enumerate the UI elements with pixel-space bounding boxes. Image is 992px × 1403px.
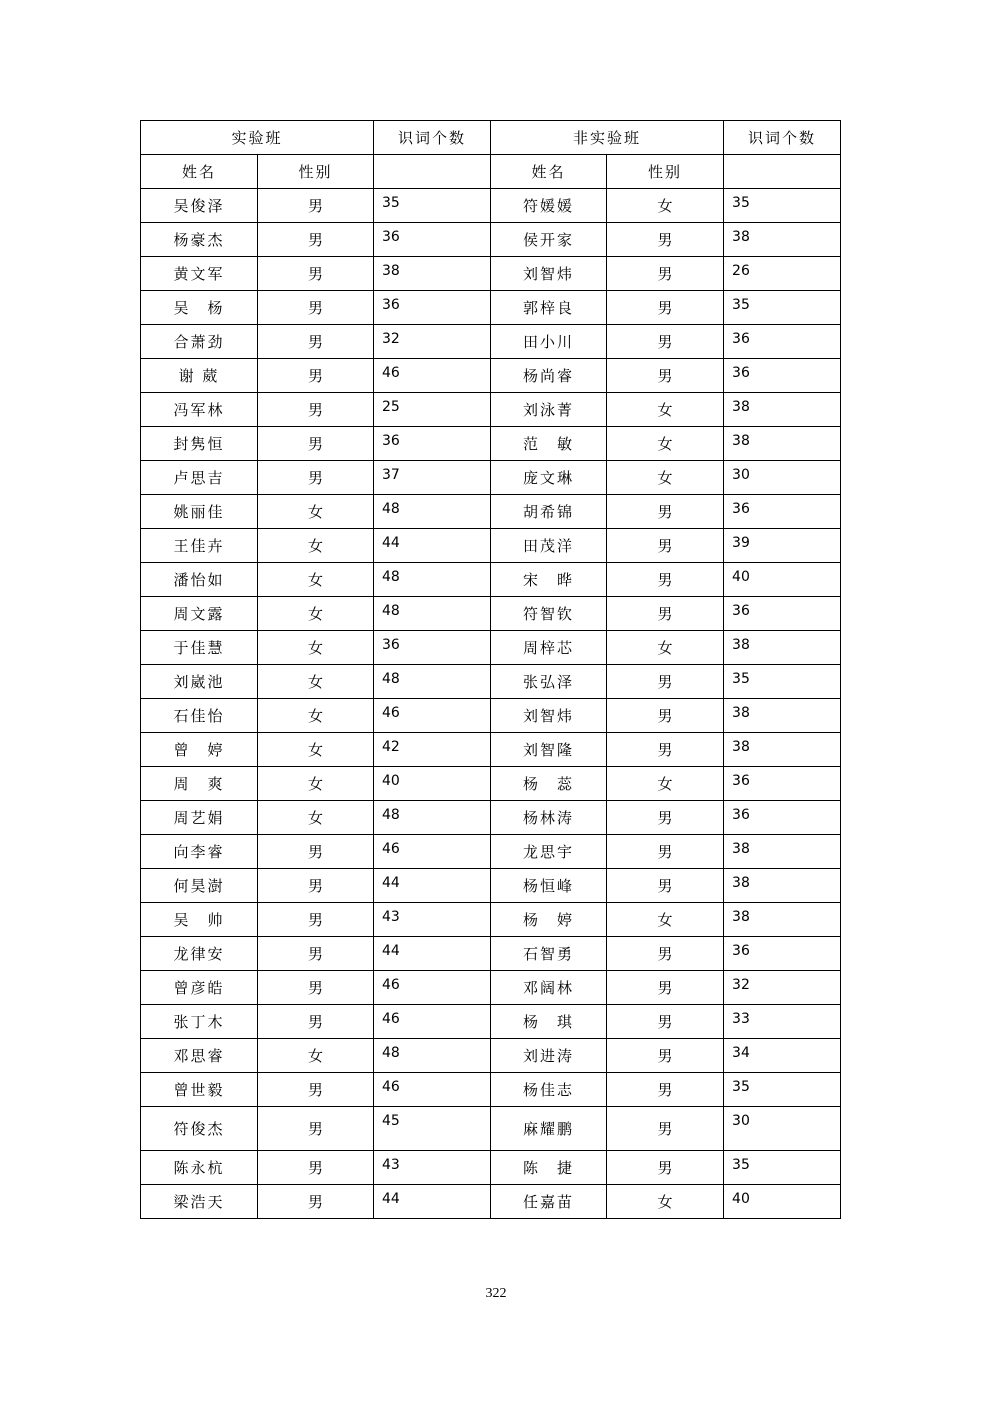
table-row — [141, 801, 841, 835]
header-row-fields — [141, 155, 841, 189]
word-count-exp: 44 — [374, 1185, 491, 1219]
gender-nonexp: 男 — [607, 325, 724, 359]
word-count-exp: 48 — [374, 563, 491, 597]
word-count-nonexp: 38 — [724, 223, 841, 257]
gender-exp: 男 — [258, 835, 374, 869]
word-count-exp: 36 — [374, 223, 491, 257]
table-row — [141, 1107, 841, 1151]
student-name-exp: 龙律安 — [141, 937, 258, 971]
student-name-nonexp: 杨尚睿 — [491, 359, 607, 393]
table-row — [141, 835, 841, 869]
student-name-exp: 吴 帅 — [141, 903, 258, 937]
word-count-exp: 38 — [374, 257, 491, 291]
gender-nonexp: 男 — [607, 597, 724, 631]
gender-nonexp: 男 — [607, 223, 724, 257]
word-count-exp: 48 — [374, 495, 491, 529]
word-count-nonexp: 35 — [724, 665, 841, 699]
table-row — [141, 529, 841, 563]
word-count-nonexp: 38 — [724, 903, 841, 937]
student-name-exp: 姚丽佳 — [141, 495, 258, 529]
gender-exp: 男 — [258, 937, 374, 971]
gender-exp: 男 — [258, 291, 374, 325]
word-count-exp: 44 — [374, 869, 491, 903]
word-count-nonexp: 35 — [724, 1073, 841, 1107]
gender-nonexp: 男 — [607, 563, 724, 597]
word-count-nonexp: 38 — [724, 733, 841, 767]
gender-nonexp: 女 — [607, 189, 724, 223]
word-count-nonexp: 33 — [724, 1005, 841, 1039]
gender-nonexp: 男 — [607, 1107, 724, 1151]
student-name-exp: 向李睿 — [141, 835, 258, 869]
student-name-exp: 周 爽 — [141, 767, 258, 801]
student-name-nonexp: 刘智炜 — [491, 257, 607, 291]
word-count-exp: 46 — [374, 1005, 491, 1039]
word-count-nonexp: 38 — [724, 699, 841, 733]
word-count-exp: 46 — [374, 699, 491, 733]
student-name-exp: 刘崴池 — [141, 665, 258, 699]
student-name-exp: 吴俊泽 — [141, 189, 258, 223]
student-name-exp: 封隽恒 — [141, 427, 258, 461]
table-row — [141, 257, 841, 291]
student-name-exp: 吴 杨 — [141, 291, 258, 325]
gender-nonexp: 男 — [607, 699, 724, 733]
gender-header-2: 性别 — [607, 155, 724, 189]
student-name-nonexp: 庞文琳 — [491, 461, 607, 495]
word-count-header-1: 识词个数 — [374, 121, 491, 155]
word-count-exp: 46 — [374, 971, 491, 1005]
student-name-nonexp: 麻耀鹏 — [491, 1107, 607, 1151]
empty-header-cell-2 — [724, 155, 841, 189]
student-name-nonexp: 宋 晔 — [491, 563, 607, 597]
gender-exp: 女 — [258, 699, 374, 733]
word-count-nonexp: 36 — [724, 801, 841, 835]
student-name-nonexp: 刘智炜 — [491, 699, 607, 733]
student-name-nonexp: 郭梓良 — [491, 291, 607, 325]
word-count-exp: 43 — [374, 1151, 491, 1185]
word-count-exp: 43 — [374, 903, 491, 937]
table-row — [141, 1185, 841, 1219]
student-name-exp: 潘怡如 — [141, 563, 258, 597]
word-count-exp: 32 — [374, 325, 491, 359]
gender-exp: 女 — [258, 631, 374, 665]
gender-exp: 男 — [258, 257, 374, 291]
student-name-exp: 周文露 — [141, 597, 258, 631]
gender-nonexp: 男 — [607, 665, 724, 699]
gender-exp: 男 — [258, 971, 374, 1005]
word-count-exp: 37 — [374, 461, 491, 495]
gender-exp: 男 — [258, 1107, 374, 1151]
gender-exp: 男 — [258, 223, 374, 257]
student-name-exp: 杨豪杰 — [141, 223, 258, 257]
student-name-exp: 卢思吉 — [141, 461, 258, 495]
table-row — [141, 291, 841, 325]
student-name-nonexp: 杨 婷 — [491, 903, 607, 937]
table-row — [141, 903, 841, 937]
student-name-exp: 冯军林 — [141, 393, 258, 427]
table-row — [141, 767, 841, 801]
word-count-nonexp: 36 — [724, 359, 841, 393]
table-row — [141, 733, 841, 767]
student-name-nonexp: 刘进涛 — [491, 1039, 607, 1073]
table-row — [141, 1039, 841, 1073]
gender-nonexp: 女 — [607, 1185, 724, 1219]
student-name-exp: 曾 婷 — [141, 733, 258, 767]
student-name-nonexp: 周梓芯 — [491, 631, 607, 665]
table-row — [141, 359, 841, 393]
student-name-nonexp: 杨恒峰 — [491, 869, 607, 903]
gender-exp: 男 — [258, 427, 374, 461]
student-name-nonexp: 胡希锦 — [491, 495, 607, 529]
table-row — [141, 699, 841, 733]
gender-nonexp: 男 — [607, 291, 724, 325]
table-row — [141, 223, 841, 257]
table-row — [141, 461, 841, 495]
gender-nonexp: 男 — [607, 869, 724, 903]
gender-nonexp: 男 — [607, 495, 724, 529]
table-row — [141, 971, 841, 1005]
word-count-exp: 25 — [374, 393, 491, 427]
gender-exp: 男 — [258, 869, 374, 903]
gender-exp: 女 — [258, 597, 374, 631]
word-count-nonexp: 36 — [724, 767, 841, 801]
gender-nonexp: 男 — [607, 971, 724, 1005]
word-count-exp: 46 — [374, 359, 491, 393]
table-row — [141, 427, 841, 461]
gender-nonexp: 男 — [607, 733, 724, 767]
gender-nonexp: 男 — [607, 835, 724, 869]
gender-exp: 男 — [258, 359, 374, 393]
table-row — [141, 563, 841, 597]
word-count-exp: 48 — [374, 597, 491, 631]
student-name-nonexp: 张弘泽 — [491, 665, 607, 699]
non-experimental-class-header: 非实验班 — [491, 121, 724, 155]
student-name-exp: 石佳怡 — [141, 699, 258, 733]
word-count-nonexp: 40 — [724, 563, 841, 597]
word-count-exp: 35 — [374, 189, 491, 223]
word-count-exp: 48 — [374, 801, 491, 835]
experimental-class-header: 实验班 — [141, 121, 374, 155]
word-count-exp: 44 — [374, 529, 491, 563]
gender-nonexp: 女 — [607, 393, 724, 427]
word-count-nonexp: 35 — [724, 291, 841, 325]
gender-exp: 女 — [258, 1039, 374, 1073]
table-row — [141, 631, 841, 665]
page-number: 322 — [485, 1286, 507, 1301]
gender-exp: 女 — [258, 563, 374, 597]
gender-exp: 男 — [258, 393, 374, 427]
word-count-exp: 40 — [374, 767, 491, 801]
gender-exp: 女 — [258, 801, 374, 835]
student-name-nonexp: 杨林涛 — [491, 801, 607, 835]
student-name-nonexp: 杨 琪 — [491, 1005, 607, 1039]
student-name-exp: 合萧劲 — [141, 325, 258, 359]
name-header-2: 姓名 — [491, 155, 607, 189]
word-count-nonexp: 38 — [724, 631, 841, 665]
table-row — [141, 665, 841, 699]
student-name-nonexp: 石智勇 — [491, 937, 607, 971]
student-name-exp: 黄文军 — [141, 257, 258, 291]
word-count-exp: 46 — [374, 1073, 491, 1107]
word-count-nonexp: 34 — [724, 1039, 841, 1073]
gender-nonexp: 男 — [607, 1151, 724, 1185]
word-count-nonexp: 38 — [724, 393, 841, 427]
word-count-exp: 36 — [374, 631, 491, 665]
word-count-nonexp: 35 — [724, 189, 841, 223]
table-row — [141, 597, 841, 631]
gender-exp: 男 — [258, 325, 374, 359]
student-name-nonexp: 田茂洋 — [491, 529, 607, 563]
student-name-exp: 陈永杭 — [141, 1151, 258, 1185]
gender-nonexp: 女 — [607, 903, 724, 937]
student-name-exp: 何昊澍 — [141, 869, 258, 903]
gender-exp: 男 — [258, 903, 374, 937]
word-count-nonexp: 26 — [724, 257, 841, 291]
word-count-header-2: 识词个数 — [724, 121, 841, 155]
table-row — [141, 495, 841, 529]
student-name-nonexp: 龙思宇 — [491, 835, 607, 869]
word-count-table — [140, 120, 841, 1219]
student-name-nonexp: 任嘉苗 — [491, 1185, 607, 1219]
word-count-nonexp: 39 — [724, 529, 841, 563]
header-row-groups — [141, 121, 841, 155]
word-count-nonexp: 32 — [724, 971, 841, 1005]
word-count-nonexp: 36 — [724, 597, 841, 631]
word-count-exp: 44 — [374, 937, 491, 971]
word-count-exp: 45 — [374, 1107, 491, 1151]
empty-header-cell-1 — [374, 155, 491, 189]
gender-nonexp: 男 — [607, 529, 724, 563]
gender-exp: 男 — [258, 1005, 374, 1039]
word-count-exp: 48 — [374, 665, 491, 699]
name-header-1: 姓名 — [141, 155, 258, 189]
word-count-nonexp: 38 — [724, 869, 841, 903]
student-name-exp: 梁浩天 — [141, 1185, 258, 1219]
word-count-nonexp: 40 — [724, 1185, 841, 1219]
gender-exp: 女 — [258, 767, 374, 801]
table-row — [141, 1073, 841, 1107]
student-name-nonexp: 刘泳菁 — [491, 393, 607, 427]
student-name-nonexp: 侯开家 — [491, 223, 607, 257]
gender-exp: 男 — [258, 1151, 374, 1185]
gender-nonexp: 女 — [607, 427, 724, 461]
word-count-nonexp: 38 — [724, 427, 841, 461]
table-row — [141, 1005, 841, 1039]
word-count-exp: 48 — [374, 1039, 491, 1073]
gender-nonexp: 女 — [607, 631, 724, 665]
gender-exp: 女 — [258, 529, 374, 563]
student-name-exp: 张丁木 — [141, 1005, 258, 1039]
gender-exp: 男 — [258, 189, 374, 223]
word-count-exp: 42 — [374, 733, 491, 767]
student-name-nonexp: 杨佳志 — [491, 1073, 607, 1107]
gender-exp: 女 — [258, 665, 374, 699]
word-count-nonexp: 30 — [724, 1107, 841, 1151]
table-row — [141, 393, 841, 427]
table-row — [141, 937, 841, 971]
gender-nonexp: 男 — [607, 1073, 724, 1107]
gender-nonexp: 男 — [607, 1005, 724, 1039]
word-count-nonexp: 38 — [724, 835, 841, 869]
word-count-exp: 36 — [374, 291, 491, 325]
student-name-exp: 谢 葳 — [141, 359, 258, 393]
student-name-exp: 邓思睿 — [141, 1039, 258, 1073]
student-name-exp: 王佳卉 — [141, 529, 258, 563]
gender-nonexp: 女 — [607, 767, 724, 801]
student-name-exp: 曾世毅 — [141, 1073, 258, 1107]
gender-exp: 男 — [258, 461, 374, 495]
table-row — [141, 1151, 841, 1185]
student-name-nonexp: 符媛媛 — [491, 189, 607, 223]
student-name-exp: 周艺娟 — [141, 801, 258, 835]
student-name-exp: 于佳慧 — [141, 631, 258, 665]
student-name-nonexp: 杨 蕊 — [491, 767, 607, 801]
word-count-nonexp: 36 — [724, 495, 841, 529]
gender-nonexp: 男 — [607, 257, 724, 291]
gender-exp: 男 — [258, 1185, 374, 1219]
word-count-exp: 46 — [374, 835, 491, 869]
gender-exp: 女 — [258, 495, 374, 529]
student-name-exp: 曾彦皓 — [141, 971, 258, 1005]
word-count-nonexp: 36 — [724, 325, 841, 359]
gender-nonexp: 女 — [607, 461, 724, 495]
table-row — [141, 189, 841, 223]
gender-exp: 男 — [258, 1073, 374, 1107]
student-name-nonexp: 刘智隆 — [491, 733, 607, 767]
gender-nonexp: 男 — [607, 359, 724, 393]
student-name-nonexp: 田小川 — [491, 325, 607, 359]
gender-exp: 女 — [258, 733, 374, 767]
gender-nonexp: 男 — [607, 801, 724, 835]
word-count-nonexp: 30 — [724, 461, 841, 495]
student-name-nonexp: 符智钦 — [491, 597, 607, 631]
student-name-nonexp: 邓阔林 — [491, 971, 607, 1005]
gender-nonexp: 男 — [607, 937, 724, 971]
table-row — [141, 869, 841, 903]
student-name-nonexp: 范 敏 — [491, 427, 607, 461]
word-count-nonexp: 36 — [724, 937, 841, 971]
student-name-nonexp: 陈 捷 — [491, 1151, 607, 1185]
gender-header-1: 性别 — [258, 155, 374, 189]
student-name-exp: 符俊杰 — [141, 1107, 258, 1151]
word-count-nonexp: 35 — [724, 1151, 841, 1185]
table-row — [141, 325, 841, 359]
gender-nonexp: 男 — [607, 1039, 724, 1073]
word-count-exp: 36 — [374, 427, 491, 461]
